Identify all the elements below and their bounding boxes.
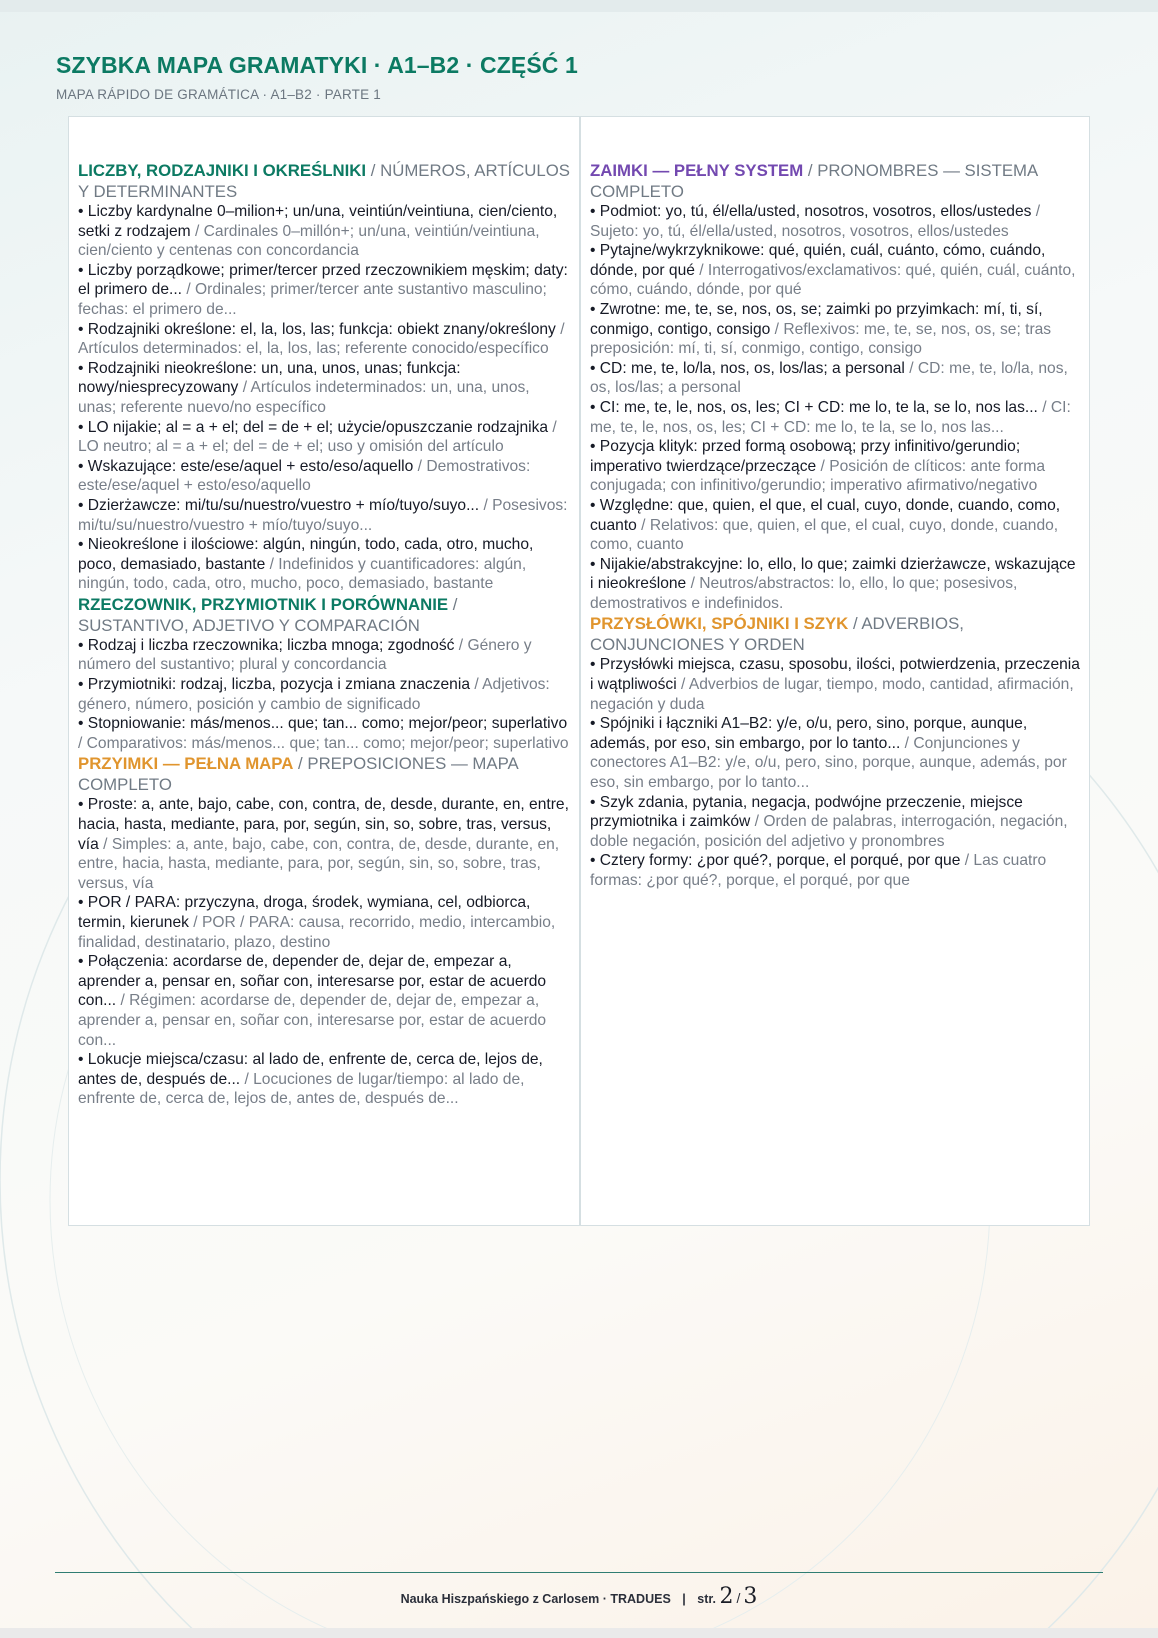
page-header [56, 52, 578, 102]
list-item: • CD: me, te, lo/la, nos, os, los/las; a personal / CD: me, te, lo/la, nos, os, los/las; a personal [590, 359, 1068, 397]
list-item: • Rodzajniki nieokreślone: un, una, unos, unas; funkcja: nowy/niesprecyzowany / Artículos indeterminados: un, una, unos, unas; referente nuevo/no específico [78, 359, 530, 416]
list-item: • Przysłówki miejsca, czasu, sposobu, ilości, potwierdzenia, przeczenia i wątpliwości / Adverbios de lugar, tiempo, modo, cantidad, afirmación, negación y duda [590, 656, 1080, 713]
content-sheet [68, 116, 1090, 1226]
page-subtitle: MAPA RÁPIDO DE GRAMÁTICA · A1–B2 · PARTE 1 [56, 87, 381, 102]
section-title-pl: LICZBY, RODZAJNIKI I OKREŚLNIKI [78, 161, 367, 180]
section-title-es: SUSTANTIVO, ADJETIVO Y COMPARACIÓN [78, 615, 420, 635]
list-item: • POR / PARA: przyczyna, droga, środek, wymiana, cel, odbiorca, termin, kierunek / POR / PARA: causa, recorrido, medio, intercambio, finalidad, destinatario, plazo, destino [78, 894, 556, 951]
list-item: • Przymiotniki: rodzaj, liczba, pozycja i zmiana znaczenia / Adjetivos: género, número, posición y cambio de significado [78, 676, 550, 713]
list-item: • Podmiot: yo, tú, él/ella/usted, nosotros, vosotros, ellos/ustedes / Sujeto: yo, tú, él/ella/usted, nosotros, vosotros, ellos/ustedes [590, 203, 1041, 240]
right-column [579, 117, 1089, 1225]
list-item: • LO nijakie; al = a + el; del = de + el; użycie/opuszczanie rodzajnika / LO neutro; al = a + el; del = de + el; uso y omisión del artículo [78, 418, 557, 456]
section-title-pl: RZECZOWNIK, PRZYMIOTNIK I PORÓWNANIE [78, 594, 449, 614]
section-heading-numbers-articles: LICZBY, RODZAJNIKI I OKREŚLNIKI / NÚMEROS, ARTÍCULOS Y DETERMINANTES [78, 161, 571, 201]
list-item: • Liczby kardynalne 0–milion+; un/una, veintiún/veintiuna, cien/ciento, setki z rodzajem / Cardinales 0–millón+; un/una, veintiún/veintiuna, cien/ciento y centenas con concordancia [78, 203, 558, 260]
footer-text: Nauka Hiszpańskiego z Carlosem · TRADUES [400, 1592, 671, 1606]
section-heading-prepositions: PRZYIMKI — PEŁNA MAPA / PREPOSICIONES — MAPA COMPLETO [78, 754, 518, 795]
page-footer [0, 1584, 1158, 1609]
list-item: • Połączenia: acordarse de, depender de, dejar de, empezar a, aprender a, pensar en, soñar con, interesarse por, estar de acuerdo con... / Régimen: acordarse de, depender de, dejar de, empezar a, aprender a, pensar en, soñar con, interesarse por, estar de acuerdo con... [78, 953, 547, 1049]
section-title-es: PRONOMBRES — SISTEMA COMPLETO [590, 161, 1038, 201]
list-item: • Nijakie/abstrakcyjne: lo, ello, lo que; zaimki dzierżawcze, wskazujące i nieokreślone / Neutros/abstractos: lo, ello, lo que; posesivos, demostrativos e indefinidos. [590, 555, 1076, 612]
total-pages: 3 [743, 1584, 758, 1609]
left-column [69, 117, 579, 1225]
list-item: • Proste: a, ante, bajo, cabe, con, contra, de, desde, durante, en, entre, hacia, hasta, mediante, para, por, según, sin, so, sobre, tras, versus, vía / Simples: a, ante, bajo, cabe, con, contra, de, desde, durante, en, entre, hacia, hasta, mediante, para, por, según, sin, so, sobre, tras, versus, vía [78, 796, 569, 892]
section-title-es: PREPOSICIONES — MAPA COMPLETO [78, 754, 518, 795]
current-page: 2 [719, 1584, 734, 1609]
list-item: • Nieokreślone i ilościowe: algún, ningún, todo, cada, otro, mucho, poco, demasiado, bastante / Indefinidos y cuantificadores: algún, ningún, todo, cada, otro, mucho, poco, demasiado, bastante [78, 536, 534, 593]
section-heading-noun-adjective: RZECZOWNIK, PRZYMIOTNIK I PORÓWNANIE / SUSTANTIVO, ADJETIVO Y COMPARACIÓN [78, 594, 458, 635]
section-title-pl: ZAIMKI — PEŁNY SYSTEM [590, 161, 804, 180]
footer-divider [55, 1572, 1103, 1573]
list-item: • Rodzajniki określone: el, la, los, las; funkcja: obiekt znany/określony / Artículos determinados: el, la, los, las; referente conocido/específico [78, 320, 565, 358]
section-title-es: NÚMEROS, ARTÍCULOS Y DETERMINANTES [78, 161, 571, 201]
list-item: • Spójniki i łączniki A1–B2: y/e, o/u, pero, sino, porque, aunque, además, por eso, sin embargo, por lo tanto... / Conjunciones y conectores A1–B2: y/e, o/u, pero, sino, porque, aunque, además, por eso, sin embargo, por lo tanto... [590, 715, 1067, 792]
section-title-pl: PRZYIMKI — PEŁNA MAPA [78, 754, 294, 774]
list-item: • Lokucje miejsca/czasu: al lado de, enfrente de, cerca de, lejos de, antes de, después de... / Locuciones de lugar/tiempo: al lado de, enfrente de, cerca de, lejos de, antes de, después de... [78, 1051, 543, 1108]
list-item: • Szyk zdania, pytania, negacja, podwójne przeczenie, miejsce przymiotnika i zaimków / Orden de palabras, interrogación, negación, doble negación, posición del adjetivo y pronombres [590, 793, 1068, 850]
bottom-band [0, 1628, 1158, 1638]
page-label: str. [697, 1592, 717, 1606]
list-item: • Rodzaj i liczba rzeczownika; liczba mnoga; zgodność / Género y número del sustantivo; plural y concordancia [78, 636, 532, 674]
list-item: • Pytajne/wykrzyknikowe: qué, quién, cuál, cuánto, cómo, cuándo, dónde, por qué / Interrogativos/exclamativos: qué, quién, cuál, cuánto, cómo, cuándo, dónde, por qué [590, 242, 1076, 299]
section-heading-pronouns: ZAIMKI — PEŁNY SYSTEM / PRONOMBRES — SISTEMA COMPLETO [590, 161, 1038, 201]
top-band [0, 0, 1158, 12]
section-title-pl: PRZYSŁÓWKI, SPÓJNIKI I SZYK [590, 614, 849, 634]
list-item: • Cztery formy: ¿por qué?, porque, el porqué, por que / Las cuatro formas: ¿por qué?, porque, el porqué, por que [590, 852, 1047, 889]
list-item: • Pozycja klityk: przed formą osobową; przy infinitivo/gerundio; imperativo twierdzące/przeczące / Posición de clíticos: ante forma conjugada; con infinitivo/gerundio; imperativo afirmativo/negativo [590, 438, 1046, 495]
list-item: • Stopniowanie: más/menos... que; tan... como; mejor/peor; superlativo / Comparativos: más/menos... que; tan... como; mejor/peor; superlativo [78, 715, 569, 752]
section-title-es: ADVERBIOS, CONJUNCIONES Y ORDEN [590, 614, 964, 655]
list-item: • Wskazujące: este/ese/aquel + esto/eso/aquello / Demostrativos: este/ese/aquel + esto/eso/aquello [78, 457, 531, 495]
list-item: • Względne: que, quien, el que, el cual, cuyo, donde, cuando, como, cuanto / Relativos: que, quien, el que, el cual, cuyo, donde, cuando, como, cuanto [590, 496, 1061, 554]
page-slash: / [736, 1590, 741, 1606]
list-item: • Dzierżawcze: mi/tu/su/nuestro/vuestro + mío/tuyo/suyo... / Posesivos: mi/tu/su/nuestro/vuestro + mío/tuyo/suyo... [78, 496, 568, 534]
list-item: • Zwrotne: me, te, se, nos, os, se; zaimki po przyimkach: mí, ti, sí, conmigo, contigo, consigo / Reflexivos: me, te, se, nos, os, se; tras preposición: mí, ti, sí, conmigo, contigo, consigo [590, 300, 1052, 358]
list-item: • CI: me, te, le, nos, os, les; CI + CD: me lo, te la, se lo, nos las... / CI: me, te, le, nos, os, les; CI + CD: me lo, te la, se lo, nos las... [590, 398, 1071, 436]
page-title: SZYBKA MAPA GRAMATYKI · A1–B2 · CZĘŚĆ 1 [56, 52, 578, 78]
section-heading-adverbs: PRZYSŁÓWKI, SPÓJNIKI I SZYK / ADVERBIOS, CONJUNCIONES Y ORDEN [590, 614, 964, 655]
footer-separator: | [682, 1592, 686, 1606]
list-item: • Liczby porządkowe; primer/tercer przed rzeczownikiem męskim; daty: el primero de... / Ordinales; primer/tercer ante sustantivo masculino; fechas: el primero de... [78, 261, 568, 318]
